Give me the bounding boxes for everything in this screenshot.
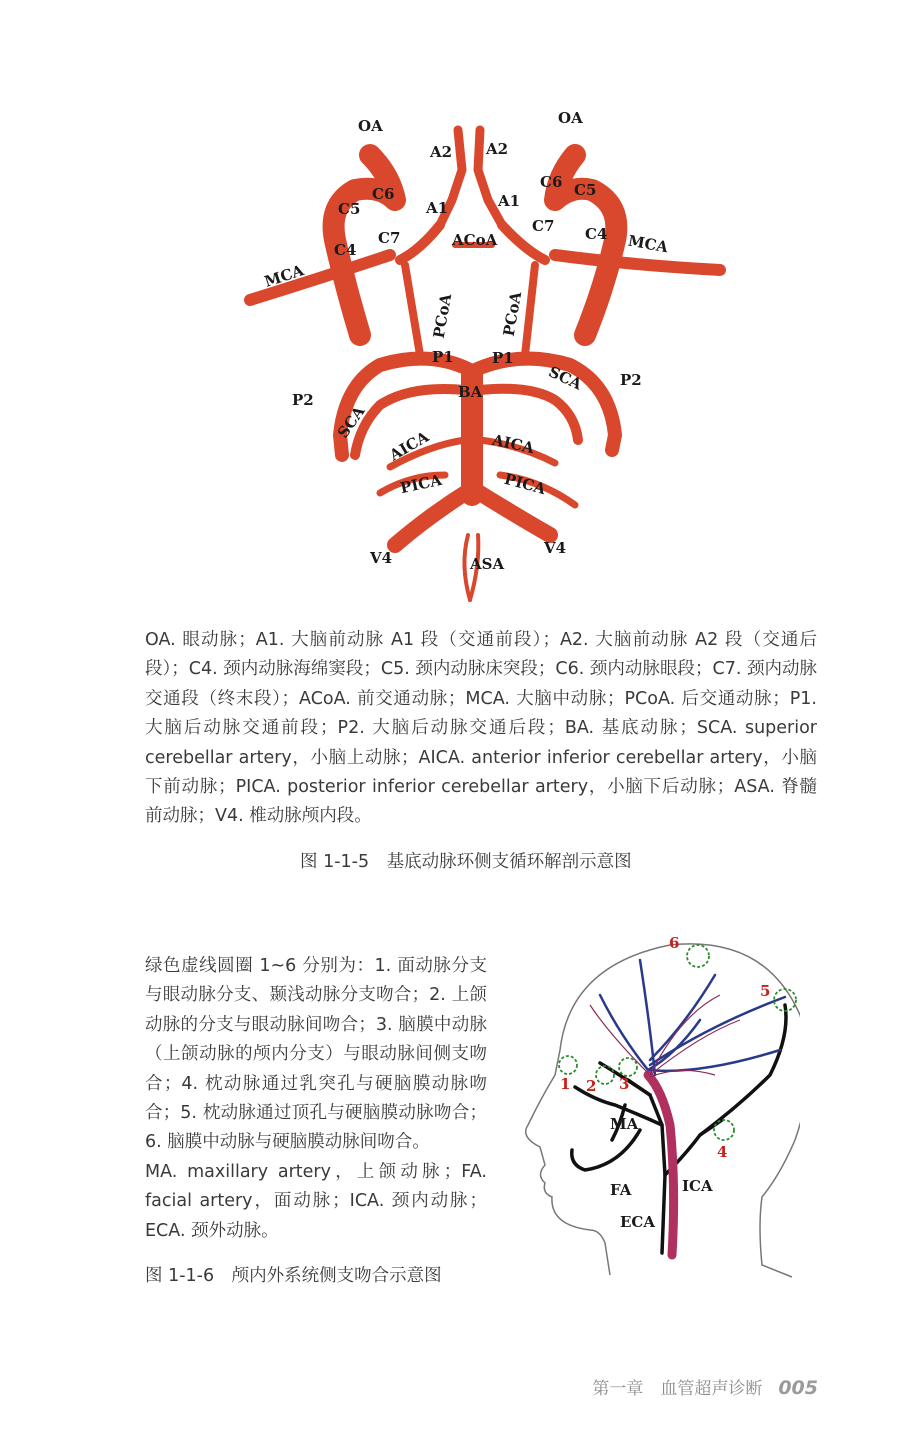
label-v4-left: V4 xyxy=(370,549,393,567)
label-c4-left: C4 xyxy=(334,241,357,259)
label-fa: FA xyxy=(610,1181,632,1199)
label-pica-left: PICA xyxy=(398,470,444,498)
ring-number-3: 3 xyxy=(619,1075,630,1093)
ring-number-4: 4 xyxy=(717,1143,728,1161)
label-sca-right: SCA xyxy=(545,362,585,394)
label-eca: ECA xyxy=(620,1213,656,1231)
label-p2-right: P2 xyxy=(620,371,642,389)
label-v4-right: V4 xyxy=(544,539,567,557)
collateral-anastomosis-figure xyxy=(500,925,800,1285)
figure2-description-p2: MA. maxillary artery，上颌动脉；FA. facial artery，面动脉；ICA. 颈内动脉；ECA. 颈外动脉。 xyxy=(145,1161,487,1241)
label-a2-left: A2 xyxy=(430,143,453,161)
figure2-title: 图 1-1-6 颅内外系统侧支吻合示意图 xyxy=(145,1266,442,1286)
label-p1-left: P1 xyxy=(432,348,454,366)
figure2-description-p1: 绿色虚线圆圈 1~6 分别为：1. 面动脉分支与眼动脉分支、颞浅动脉分支吻合；2. 上颌动脉的分支与眼动脉间吻合；3. 脑膜中动脉（上颌动脉的颅内分支）与眼动脉间侧支吻合；4. 枕动脉通过乳突孔与硬脑膜动脉吻合；5. 枕动脉通过顶孔与硬脑膜动脉吻合；6. 脑膜中动脉与硬脑膜动脉间吻合。 xyxy=(145,956,487,1153)
label-pcoa-left: PCoA xyxy=(429,292,456,340)
label-aica-left: AICA xyxy=(386,427,432,465)
label-mca-left: MCA xyxy=(262,261,306,291)
head-arteries-drawing xyxy=(500,925,800,1285)
label-c7-left: C7 xyxy=(378,229,401,247)
label-ma: MA xyxy=(610,1115,639,1133)
figure2-description xyxy=(145,952,487,1246)
label-c6-right: C6 xyxy=(540,173,563,191)
label-a1-right: A1 xyxy=(498,192,521,210)
ring-number-1: 1 xyxy=(560,1075,571,1093)
ring-number-5: 5 xyxy=(760,982,771,1000)
ring-number-6: 6 xyxy=(669,934,680,952)
label-mca-right: MCA xyxy=(626,231,670,257)
label-p1-right: P1 xyxy=(492,349,514,367)
label-sca-left: SCA xyxy=(333,402,369,442)
label-c4-right: C4 xyxy=(585,225,608,243)
page-footer xyxy=(592,1374,818,1399)
label-oa-left: OA xyxy=(358,117,383,135)
label-oa-right: OA xyxy=(558,109,583,127)
label-asa: ASA xyxy=(470,555,505,573)
label-p2-left: P2 xyxy=(292,391,314,409)
label-ba: BA xyxy=(458,383,483,401)
page-number: 005 xyxy=(778,1377,818,1399)
label-pica-right: PICA xyxy=(502,469,548,499)
label-a1-left: A1 xyxy=(426,199,449,217)
label-ica: ICA xyxy=(682,1177,713,1195)
label-acoa: ACoA xyxy=(452,231,498,249)
label-c5-left: C5 xyxy=(338,200,361,218)
circle-of-willis-figure xyxy=(230,95,740,615)
figure1-legend: OA. 眼动脉；A1. 大脑前动脉 A1 段（交通前段）；A2. 大脑前动脉 A2 段（交通后段）；C4. 颈内动脉海绵窦段；C5. 颈内动脉床突段；C6. 颈内动脉眼段；C7. 颈内动脉交通段（终末段）；ACoA. 前交通动脉；MCA. 大脑中动脉；PCoA. 后交通动脉；P1. 大脑后动脉交通前段；P2. 大脑后动脉交通后段；BA. 基底动脉；SCA. superior cerebellar artery，小脑上动脉；AICA. anterior inferior cerebellar artery，小脑下前动脉；PICA. posterior inferior cerebellar artery，小脑下后动脉；ASA. 脊髓前动脉；V4. 椎动脉颅内段。 xyxy=(145,630,817,827)
label-pcoa-right: PCoA xyxy=(499,290,526,338)
label-aica-right: AICA xyxy=(490,430,536,458)
label-c5-right: C5 xyxy=(574,181,597,199)
circle-of-willis-drawing xyxy=(230,95,740,615)
ring-number-2: 2 xyxy=(586,1077,597,1095)
label-c7-right: C7 xyxy=(532,217,555,235)
label-c6-left: C6 xyxy=(372,185,395,203)
label-a2-right: A2 xyxy=(486,140,509,158)
figure1-title: 图 1-1-5 基底动脉环侧支循环解剖示意图 xyxy=(300,852,632,872)
chapter-title: 第一章 血管超声诊断 xyxy=(592,1379,763,1399)
